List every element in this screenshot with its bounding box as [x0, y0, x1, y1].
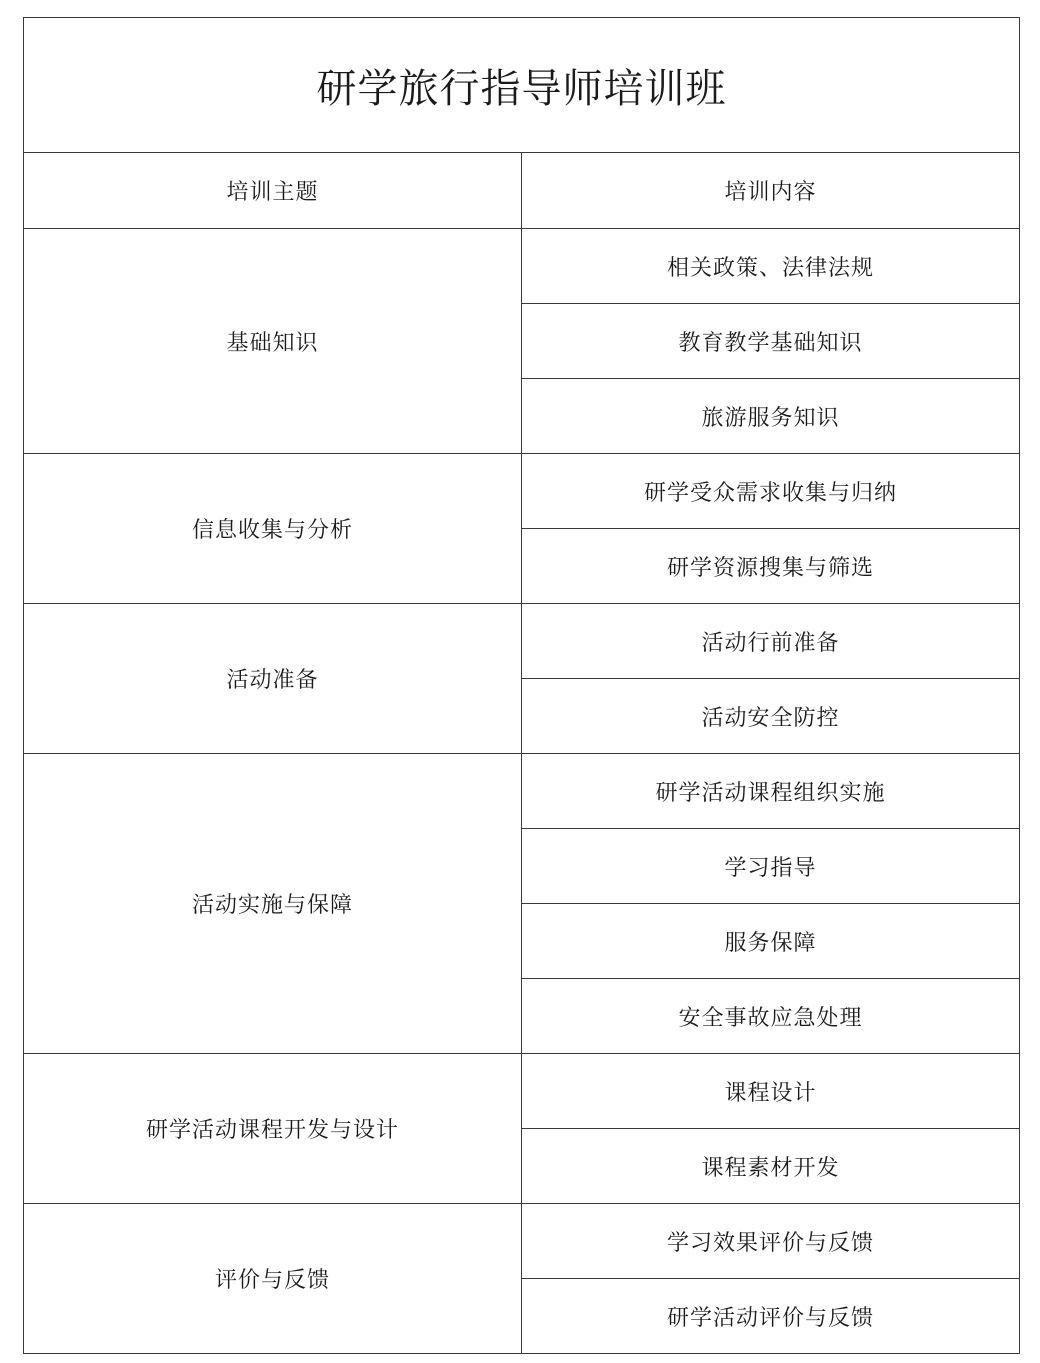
table-row	[24, 1054, 1020, 1129]
content-cell: 服务保障	[522, 904, 1020, 979]
content-cell: 旅游服务知识	[522, 379, 1020, 454]
table-title: 研学旅行指导师培训班	[24, 18, 1020, 153]
table-row	[24, 604, 1020, 679]
content-cell: 安全事故应急处理	[522, 979, 1020, 1054]
content-cell: 学习效果评价与反馈	[522, 1204, 1020, 1279]
topic-cell: 基础知识	[24, 229, 522, 454]
header-topic: 培训主题	[24, 153, 522, 229]
content-cell: 课程设计	[522, 1054, 1020, 1129]
table-row	[24, 454, 1020, 529]
topic-cell: 评价与反馈	[24, 1204, 522, 1354]
content-cell: 研学资源搜集与筛选	[522, 529, 1020, 604]
content-cell: 研学受众需求收集与归纳	[522, 454, 1020, 529]
table-row	[24, 754, 1020, 829]
content-cell: 教育教学基础知识	[522, 304, 1020, 379]
table-body	[24, 18, 1020, 1354]
training-table	[23, 17, 1020, 1354]
content-cell: 活动安全防控	[522, 679, 1020, 754]
content-cell: 活动行前准备	[522, 604, 1020, 679]
content-cell: 相关政策、法律法规	[522, 229, 1020, 304]
content-cell: 研学活动课程组织实施	[522, 754, 1020, 829]
topic-cell: 活动准备	[24, 604, 522, 754]
content-cell: 学习指导	[522, 829, 1020, 904]
topic-cell: 研学活动课程开发与设计	[24, 1054, 522, 1204]
header-content: 培训内容	[522, 153, 1020, 229]
title-row	[24, 18, 1020, 153]
topic-cell: 活动实施与保障	[24, 754, 522, 1054]
header-row	[24, 153, 1020, 229]
content-cell: 研学活动评价与反馈	[522, 1279, 1020, 1354]
topic-cell: 信息收集与分析	[24, 454, 522, 604]
content-cell: 课程素材开发	[522, 1129, 1020, 1204]
table-row	[24, 1204, 1020, 1279]
table-row	[24, 229, 1020, 304]
